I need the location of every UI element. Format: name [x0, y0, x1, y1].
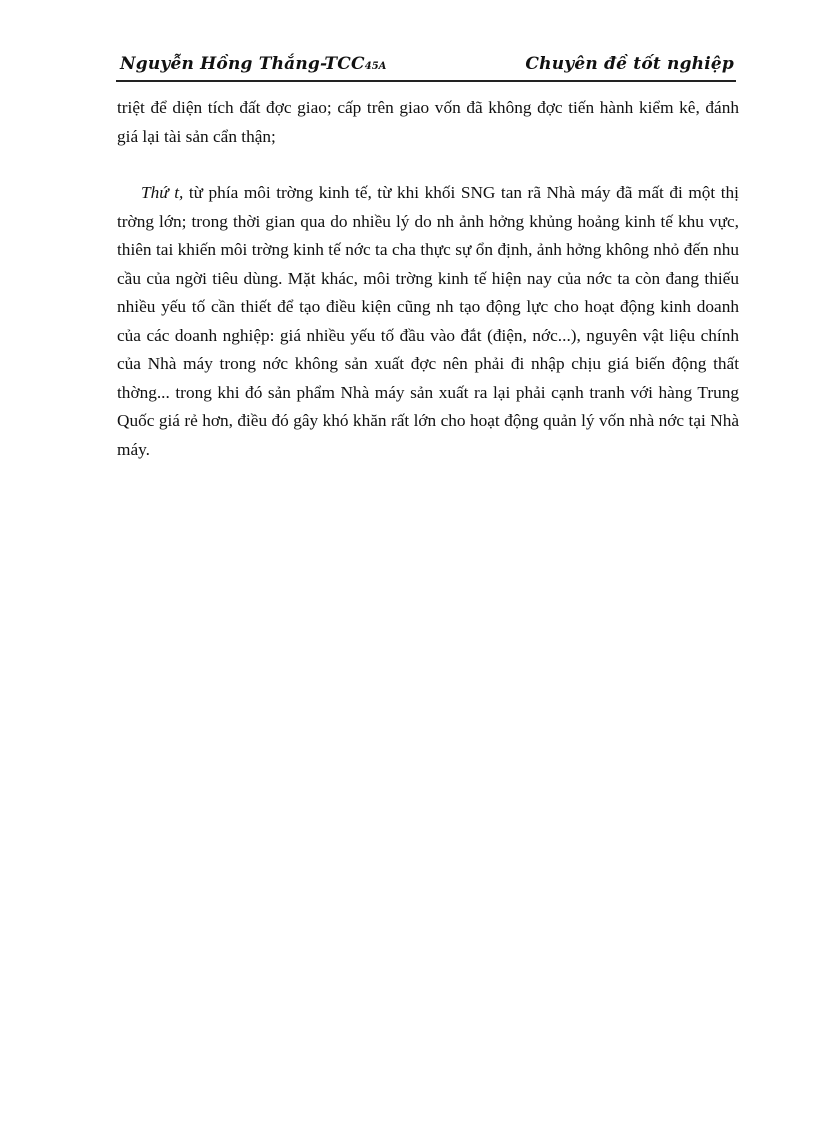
- paragraph-1-text: triệt để diện tích đất đợc giao; cấp trên giao vốn đã không đợc tiến hành kiểm kê, đánh giá lại tài sản cẩn thận;: [117, 98, 739, 146]
- page-header: [116, 50, 736, 82]
- header-document-title: Chuyên đề tốt nghiệp: [525, 54, 734, 74]
- paragraph-2-text: từ phía môi trờng kinh tế, từ khi khối SNG tan rã Nhà máy đã mất đi một thị trờng lớn; trong thời gian qua do nhiều lý do nh ảnh hởng khủng hoảng kinh tế khu vực, thiên tai khiến môi trờng kinh tế nớc ta cha thực sự ổn định, ảnh hởng không nhỏ đến nhu cầu của ngời tiêu dùng. Mặt khác, môi trờng kinh tế hiện nay của nớc ta còn đang thiếu nhiều yếu tố cần thiết để tạo điều kiện cũng nh tạo động lực cho hoạt động kinh doanh của các doanh nghiệp: giá nhiều yếu tố đầu vào đắt (điện, nớc...), nguyên vật liệu chính của Nhà máy trong nớc không sản xuất đợc nên phải đi nhập chịu giá biến động thất thờng... trong khi đó sản phẩm Nhà máy sản xuất ra lại phải cạnh tranh với hàng Trung Quốc giá rẻ hơn, điều đó gây khó khăn rất lớn cho hoạt động quản lý vốn nhà nớc tại Nhà máy.: [117, 183, 739, 459]
- paragraph-2-lead: Thứ t,: [141, 183, 184, 202]
- header-author: [120, 54, 386, 74]
- paragraph-1: [117, 94, 739, 151]
- header-class-code: 45A: [364, 61, 387, 72]
- document-body: [117, 94, 739, 464]
- paragraph-2: [117, 179, 739, 464]
- header-author-name: Nguyễn Hồng Thắng-TCC: [120, 54, 365, 74]
